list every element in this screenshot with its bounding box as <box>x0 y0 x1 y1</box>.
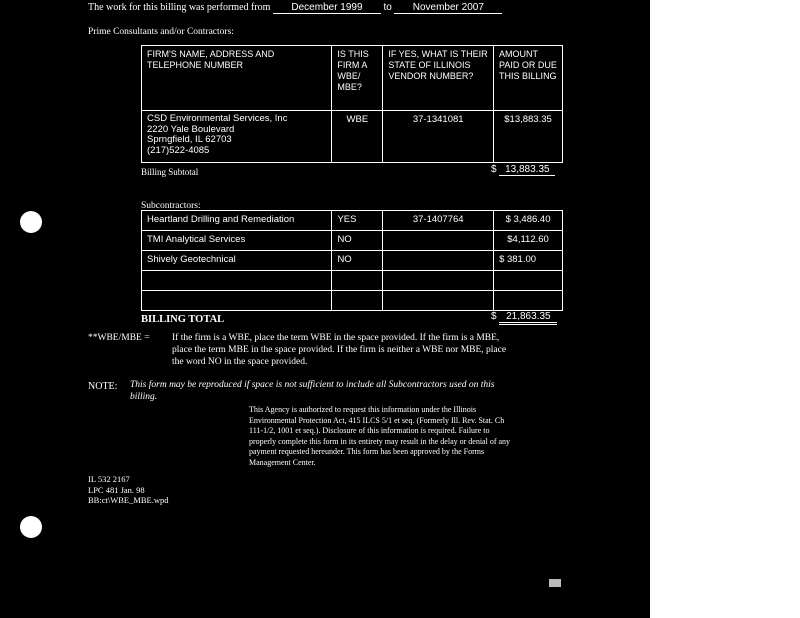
table-row <box>142 231 563 251</box>
agency-line: Environmental Protection Act, 415 ILCS 5/1 et seq. (Formerly Ill. Rev. Stat. Ch <box>249 415 505 425</box>
punch-hole <box>20 211 42 233</box>
sub-name-cell: Shively Geotechnical <box>142 251 332 271</box>
prime-label: Prime Consultants and/or Contractors: <box>88 27 234 37</box>
agency-line: properly complete this form in its entirety may result in the delay or denial of any <box>249 436 511 446</box>
sub-vendor-cell: 37-1407764 <box>383 211 494 231</box>
sub-vendor-cell <box>383 291 494 311</box>
sub-amount-cell: $ 3,486.40 <box>494 211 563 231</box>
sub-vendor-cell <box>383 251 494 271</box>
sub-vendor-cell <box>383 271 494 291</box>
instruction-line: place the term MBE in the space provided. If the firm is neither a WBE nor MBE, place <box>172 345 507 355</box>
wbe-mbe-instructions <box>172 332 506 368</box>
wbe-mbe-label: **WBE/MBE = <box>88 333 150 343</box>
note-text <box>130 379 494 403</box>
firm-line: Sprngfield, IL 62703 <box>147 134 232 145</box>
sub-name-cell: Heartland Drilling and Remediation <box>142 211 332 231</box>
billing-total-label: BILLING TOTAL <box>141 314 225 325</box>
form-code-line: IL 532 2167 <box>88 474 130 484</box>
sub-name-cell: TMI Analytical Services <box>142 231 332 251</box>
table-row <box>142 271 563 291</box>
subcontractors-label: Subcontractors: <box>141 201 201 211</box>
sub-wbe-cell: NO <box>332 231 383 251</box>
from-date: December 1999 <box>273 2 381 14</box>
sub-wbe-cell: NO <box>332 251 383 271</box>
instruction-line: If the firm is a WBE, place the term WBE in the space provided. If the firm is a MBE, <box>172 333 500 343</box>
subcontractor-table <box>141 210 563 311</box>
work-period-text: The work for this billing was performed from <box>88 2 271 13</box>
agency-line: Management Center. <box>249 457 316 467</box>
to-word: to <box>383 2 392 13</box>
prime-table <box>141 45 563 163</box>
subtotal-value: 13,883.35 <box>499 164 555 176</box>
table-row <box>142 291 563 311</box>
form-codes <box>88 474 169 506</box>
prime-firm-cell <box>142 111 332 163</box>
col-firm-header: FIRM'S NAME, ADDRESS AND TELEPHONE NUMBER <box>142 46 332 111</box>
sub-wbe-cell: YES <box>332 211 383 231</box>
sub-name-cell <box>142 271 332 291</box>
total-value: 21,863.35 <box>499 311 557 325</box>
sub-amount-cell: $ 381.00 <box>494 251 563 271</box>
punch-hole <box>20 516 42 538</box>
col-amount-header: AMOUNT PAID OR DUE THIS BILLING <box>494 46 563 111</box>
total-value-line <box>491 311 557 325</box>
instruction-line: the word NO in the space provided. <box>172 357 308 367</box>
firm-line: 2220 Yale Boulevard <box>147 123 235 135</box>
note-line: This form may be reproduced if space is not sufficient to include all Subcontractors used on this <box>130 380 495 390</box>
prime-wbe-cell: WBE <box>332 111 383 163</box>
subtotal-dollar: $ <box>491 164 497 175</box>
note-label: NOTE: <box>88 381 118 392</box>
billing-subtotal-label: Billing Subtotal <box>141 167 199 177</box>
sub-wbe-cell <box>332 271 383 291</box>
col-wbe-header: IS THIS FIRM A WBE/ MBE? <box>332 46 383 111</box>
agency-line: payment requested hereunder. This form has been approved by the Forms <box>249 447 485 456</box>
sub-amount-cell: $4,112.60 <box>494 231 563 251</box>
sub-wbe-cell <box>332 291 383 311</box>
sub-name-cell <box>142 291 332 311</box>
table-row <box>142 211 563 231</box>
note-line: billing. <box>130 392 158 402</box>
agency-disclosure <box>249 405 510 468</box>
prime-amount-cell: $13,883.35 <box>494 111 563 163</box>
scan-mark <box>549 579 561 587</box>
agency-line: 111-1/2, 1001 et seq.). Disclosure of this information is required. Failure to <box>249 426 490 435</box>
sub-vendor-cell <box>383 231 494 251</box>
to-date: November 2007 <box>394 2 502 14</box>
sub-amount-cell <box>494 291 563 311</box>
firm-line: CSD Environmental Services, Inc <box>147 113 288 124</box>
prime-vendor-cell: 37-1341081 <box>383 111 494 163</box>
work-period-line <box>88 2 502 14</box>
form-code-line: BB:ct\WBE_MBE.wpd <box>88 495 169 505</box>
firm-line: (217)522-4085 <box>147 144 210 156</box>
subtotal-value-line <box>491 164 555 176</box>
form-code-line: LPC 481 Jan. 98 <box>88 484 145 495</box>
sub-amount-cell <box>494 271 563 291</box>
col-vendor-header: IF YES, WHAT IS THEIR STATE OF ILLINOIS VENDOR NUMBER? <box>383 46 494 111</box>
agency-line: This Agency is authorized to request this information under the Illinois <box>249 405 477 414</box>
total-dollar: $ <box>491 311 497 322</box>
table-row <box>142 251 563 271</box>
